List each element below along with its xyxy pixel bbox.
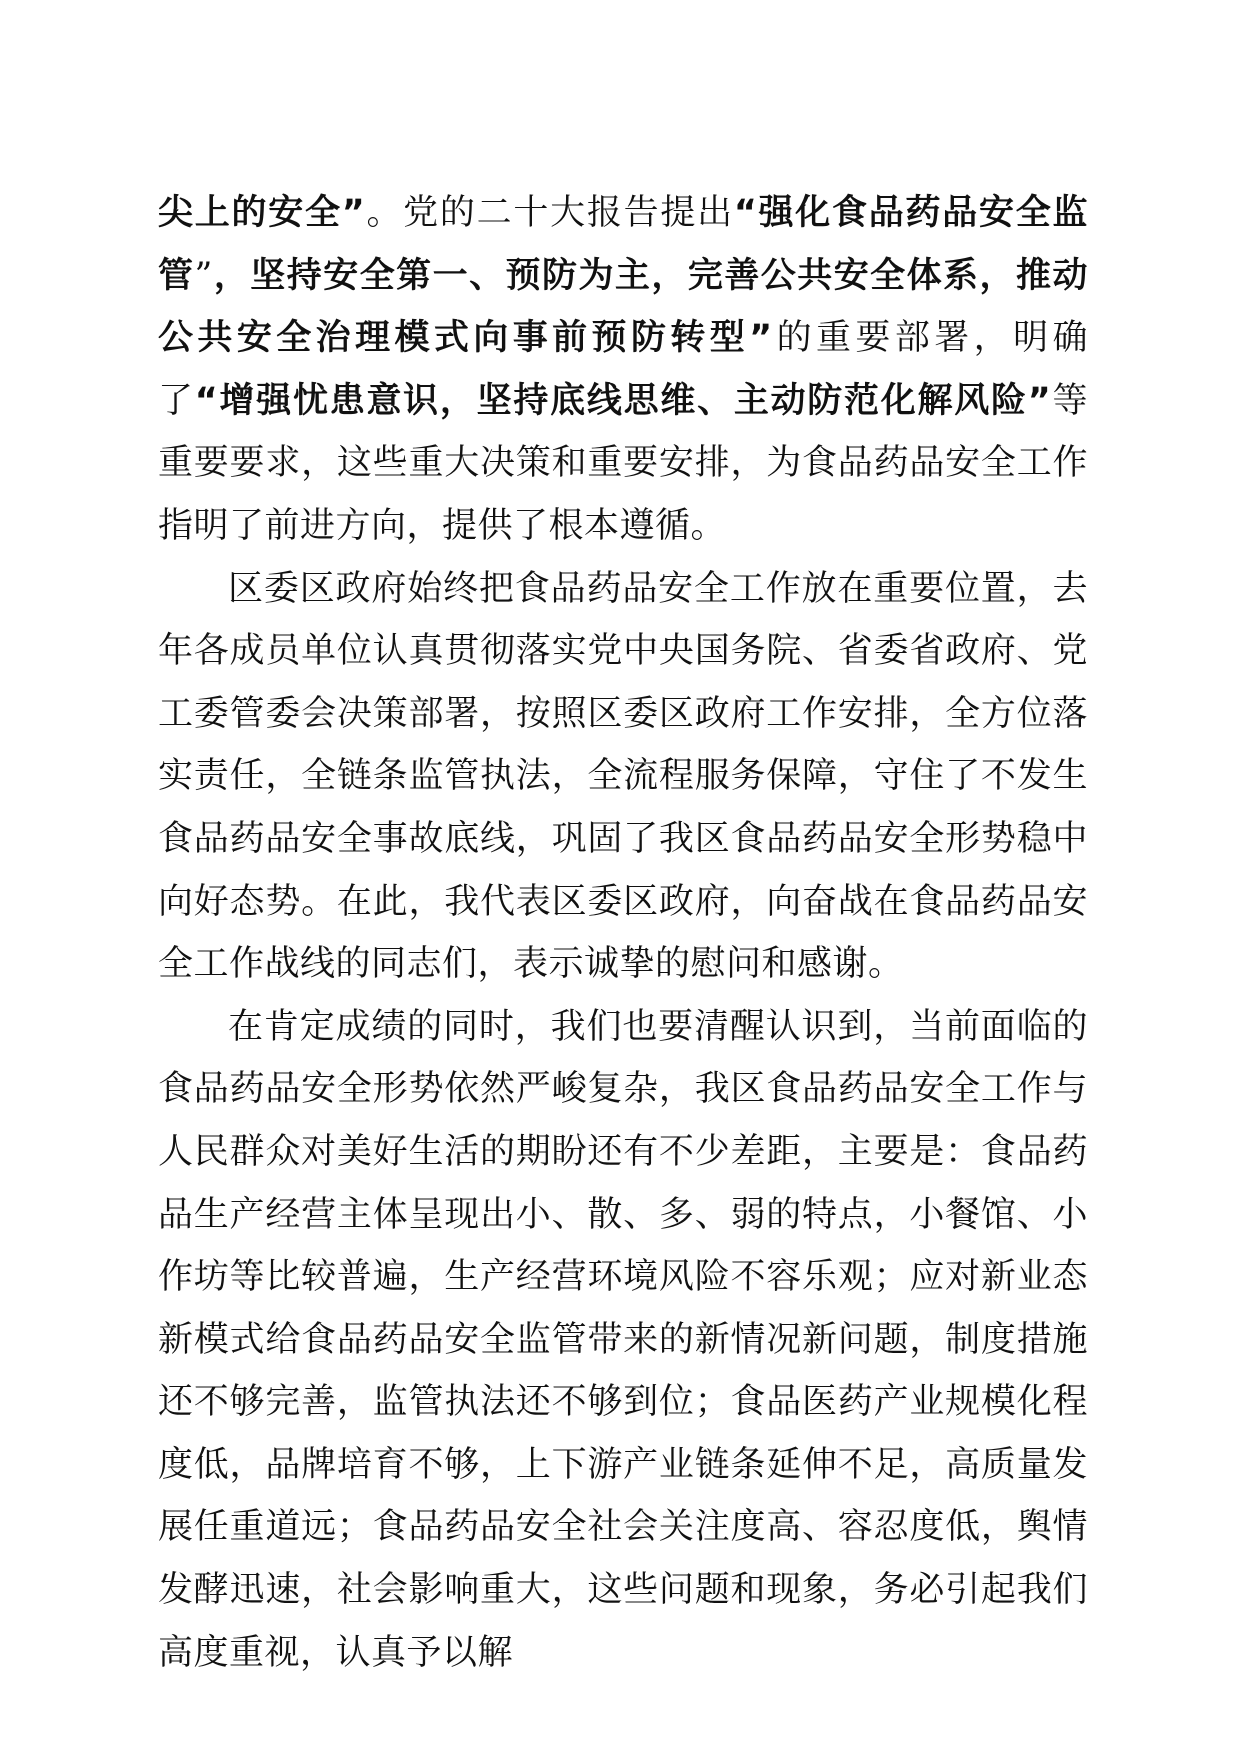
paragraph-1-segment: 尖上的安全” [158,193,366,233]
paragraph-1-segment: 的重要部署，明确了 [158,318,1088,421]
paragraph-2-segment: 区委区政府始终把食品药品安全工作放在重要位置，去年各成员单位认真贯彻落实党中央国务院、省委省政府、党工委管委会决策部署，按照区委区政府工作安排，全方位落实责任，全链条监管执法，全流程服务保障，守住了不发生食品药品安全事故底线，巩固了我区食品药品安全形势稳中向好态势。在此，我代表区委区政府，向奋战在食品药品安全工作战线的同志们，表示诚挚的慰问和感谢。 [158,568,1088,985]
paragraph-3 [158,996,1088,1685]
paragraph-1-segment: ” [194,255,213,296]
paragraph-2 [158,558,1088,996]
paragraph-1-segment: 等重要要求，这些重大决策和重要安排，为食品药品安全工作指明了前进方向，提供了根本遵循。 [158,380,1088,546]
document-page [158,182,1088,1684]
paragraph-1-segment: 。党的二十大报告提出 [365,193,734,233]
paragraph-1-segment: “增强忧患意识，坚持底线思维、主动防范化解风险” [194,380,1052,421]
paragraph-3-segment: 在肯定成绩的同时，我们也要清醒认识到，当前面临的食品药品安全形势依然严峻复杂，我区食品药品安全工作与人民群众对美好生活的期盼还有不少差距，主要是：食品药品生产经营主体呈现出小、散、多、弱的特点，小餐馆、小作坊等比较普遍，生产经营环境风险不容乐观；应对新业态新模式给食品药品安全监管带来的新情况新问题，制度措施还不够完善，监管执法还不够到位；食品医药产业规模化程度低，品牌培育不够，上下游产业链条延伸不足，高质量发展任重道远；食品药品安全社会关注度高、容忍度低，舆情发酵迅速，社会影响重大，这些问题和现象，务必引起我们高度重视，认真予以解 [158,1006,1088,1673]
paragraph-1-segment: “强化食品药品安全监管 [158,193,1088,296]
paragraph-1-segment: ，坚持安全第一、预防为主，完善公共安全体系，推动公共安全治理模式向事前预防转型” [158,255,1088,359]
paragraph-1 [158,182,1088,558]
